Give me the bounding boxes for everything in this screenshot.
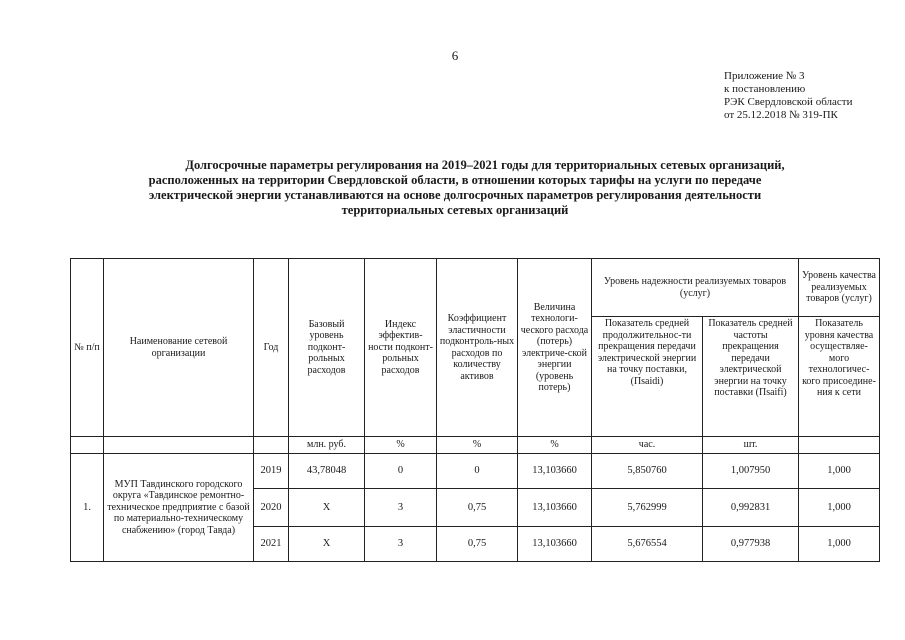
cell-quality: 1,000 — [799, 454, 880, 489]
header-quality: Уровень качества реализуемых товаров (услуг) — [799, 259, 880, 317]
units-row — [71, 437, 880, 454]
header-reliability: Уровень надежности реализуемых товаров (услуг) — [592, 259, 799, 317]
unit-cell — [104, 437, 254, 454]
unit-cell — [71, 437, 104, 454]
unit-saidi: час. — [592, 437, 703, 454]
cell-saidi: 5,850760 — [592, 454, 703, 489]
unit-cell — [799, 437, 880, 454]
cell-base: 43,78048 — [289, 454, 365, 489]
cell-base: Х — [289, 527, 365, 562]
table-row — [71, 454, 880, 489]
header-saidi: Показатель средней продолжительнос-ти прекращения передачи электрической энергии на точку поставки, (Пsaidi) — [592, 317, 703, 437]
cell-saidi: 5,676554 — [592, 527, 703, 562]
header-row — [71, 259, 880, 317]
header-losses: Величина технологи-ческого расхода (потерь) электриче-ской энергии (уровень потерь) — [518, 259, 592, 437]
header-organization: Наименование сетевой организации — [104, 259, 254, 437]
unit-saifi: шт. — [703, 437, 799, 454]
cell-quality: 1,000 — [799, 527, 880, 562]
cell-saidi: 5,762999 — [592, 489, 703, 527]
appendix-note — [724, 70, 852, 122]
cell-year: 2019 — [254, 454, 289, 489]
header-year: Год — [254, 259, 289, 437]
cell-efficiency: 3 — [365, 527, 437, 562]
unit-efficiency: % — [365, 437, 437, 454]
appendix-line: от 25.12.2018 № 319-ПК — [724, 109, 838, 121]
cell-year: 2021 — [254, 527, 289, 562]
header-elasticity: Коэффициент эластичности подконтроль-ных расходов по количеству активов — [437, 259, 518, 437]
cell-efficiency: 3 — [365, 489, 437, 527]
cell-elasticity: 0 — [437, 454, 518, 489]
header-base-level: Базовый уровень подконт-рольных расходов — [289, 259, 365, 437]
appendix-line: к постановлению — [724, 83, 806, 95]
header-efficiency-index: Индекс эффектив-ности подконт-рольных расходов — [365, 259, 437, 437]
cell-losses: 13,103660 — [518, 454, 592, 489]
page-number: 6 — [451, 48, 459, 63]
title-line: расположенных на территории Свердловской области, в отношении которых тарифы на услуги по передаче — [148, 173, 762, 187]
cell-year: 2020 — [254, 489, 289, 527]
title-line: электрической энергии устанавливаются на основе долгосрочных параметров регулирования деятельности — [148, 188, 762, 202]
cell-elasticity: 0,75 — [437, 489, 518, 527]
appendix-line: Приложение № 3 — [724, 70, 805, 82]
appendix-line: РЭК Свердловской области — [724, 96, 853, 108]
cell-efficiency: 0 — [365, 454, 437, 489]
cell-saifi: 1,007950 — [703, 454, 799, 489]
unit-losses: % — [518, 437, 592, 454]
cell-saifi: 0,977938 — [703, 527, 799, 562]
parameters-table — [70, 258, 880, 562]
unit-base: млн. руб. — [289, 437, 365, 454]
cell-elasticity: 0,75 — [437, 527, 518, 562]
cell-base: Х — [289, 489, 365, 527]
title-line: территориальных сетевых организаций — [341, 203, 569, 217]
header-quality-indicator: Показатель уровня качества осуществляе-мого технологичес-кого присоедине-ния к сети — [799, 317, 880, 437]
title-line: Долгосрочные параметры регулирования на 2019–2021 годы для территориальных сетевых организаций, — [185, 158, 785, 172]
cell-saifi: 0,992831 — [703, 489, 799, 527]
document-title — [40, 158, 870, 218]
header-num: № п/п — [71, 259, 104, 437]
cell-quality: 1,000 — [799, 489, 880, 527]
cell-losses: 13,103660 — [518, 527, 592, 562]
unit-elasticity: % — [437, 437, 518, 454]
header-saifi: Показатель средней частоты прекращения передачи электрической энергии на точку поставки (Пsaifi) — [703, 317, 799, 437]
organization-name: МУП Тавдинского городского округа «Тавдинское ремонтно-техническое предприятие с базой по материально-техническому снабжению» (город Тавда) — [104, 454, 254, 562]
row-number: 1. — [71, 454, 104, 562]
unit-cell — [254, 437, 289, 454]
cell-losses: 13,103660 — [518, 489, 592, 527]
